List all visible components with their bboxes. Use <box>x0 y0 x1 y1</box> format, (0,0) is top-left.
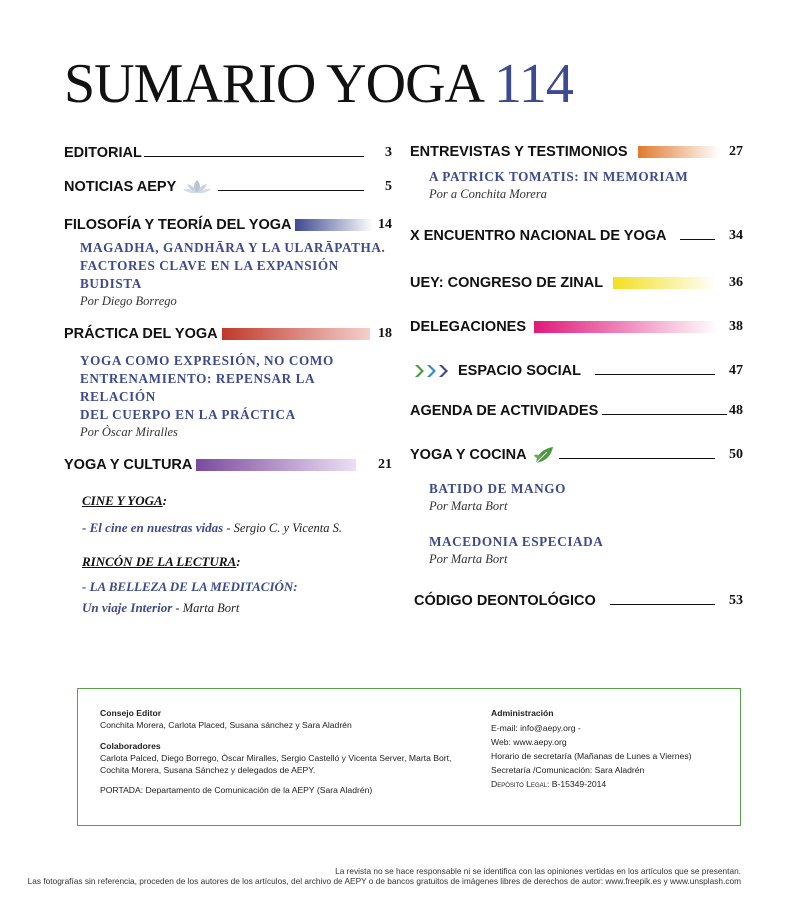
section-codigo[interactable] <box>410 590 743 612</box>
section-title: NOTICIAS AEPY <box>64 179 177 195</box>
article-author: Por Marta Bort <box>429 499 508 513</box>
section-delegaciones[interactable] <box>410 316 743 338</box>
color-bar <box>638 146 720 158</box>
leader-line <box>144 156 364 157</box>
page-number: 27 <box>729 144 743 159</box>
section-encuentro[interactable] <box>410 225 743 247</box>
leader-line <box>595 374 715 375</box>
article-title-line: BATIDO DE MANGO <box>429 481 566 496</box>
article-practica[interactable] <box>64 352 392 441</box>
section-cocina[interactable] <box>410 444 743 466</box>
leader-line <box>559 458 715 459</box>
footer-disclaimer: La revista no se hace responsable ni se identifica con las opiniones vertidas en los artículos que se presentan. <box>335 866 741 876</box>
color-bar <box>534 321 718 333</box>
page-number: 36 <box>729 275 743 290</box>
lotus-icon <box>182 179 212 195</box>
credits-left <box>100 707 470 796</box>
article-author: Por Marta Bort <box>429 552 508 566</box>
section-title: UEY: CONGRESO DE ZINAL <box>410 275 604 291</box>
credits-box <box>77 688 741 826</box>
colab-text: Carlota Palced, Diego Borrego, Òscar Miralles, Sergio Castelló y Vicenta Server, Marta Bort, <box>100 753 452 763</box>
horario-text: Horario de secretaría (Mañanas de Lunes a Viernes) <box>491 751 692 761</box>
web-text[interactable]: Web: www.aepy.org <box>491 737 567 747</box>
section-title: PRÁCTICA DEL YOGA <box>64 326 218 342</box>
colab-text: Cochita Morera, Susana Sánchez y delegados de AEPY. <box>100 765 316 775</box>
section-entrevistas[interactable] <box>410 141 743 163</box>
section-agenda[interactable] <box>410 400 743 422</box>
rincon-item-author: - Marta Bort <box>172 601 240 615</box>
email-text[interactable]: E-mail: info@aepy.org - <box>491 723 581 733</box>
page-number: 14 <box>378 217 392 232</box>
article-macedonia[interactable] <box>410 533 743 568</box>
article-entrevistas[interactable] <box>410 168 743 203</box>
page-number: 38 <box>729 319 743 334</box>
section-title: AGENDA DE ACTIVIDADES <box>410 403 599 419</box>
article-title-line: DEL CUERPO EN LA PRÁCTICA <box>80 407 296 422</box>
cine-heading: CINE Y YOGA: <box>82 493 168 508</box>
section-title: EDITORIAL <box>64 145 142 161</box>
article-title-line: MACEDONIA ESPECIADA <box>429 534 604 549</box>
rincon-item[interactable] <box>82 579 392 617</box>
consejo-heading: Consejo Editor <box>100 708 162 718</box>
article-filosofia[interactable] <box>64 239 392 310</box>
colab-heading: Colaboradores <box>100 741 161 751</box>
admin-heading: Administración <box>491 708 554 718</box>
color-bar <box>196 459 356 471</box>
section-title: YOGA Y CULTURA <box>64 457 193 473</box>
section-title: CÓDIGO DEONTOLÓGICO <box>414 593 596 609</box>
leader-line <box>610 604 715 605</box>
cine-item-author: - Sergio C. y Vicenta S. <box>223 521 342 535</box>
title-text: SUMARIO YOGA <box>64 53 484 115</box>
page-number: 48 <box>729 403 743 418</box>
section-editorial[interactable] <box>64 142 392 164</box>
section-title: DELEGACIONES <box>410 319 527 335</box>
page-number: 50 <box>729 447 743 462</box>
section-cultura[interactable] <box>64 454 392 476</box>
section-practica[interactable] <box>64 323 392 345</box>
section-title: X ENCUENTRO NACIONAL DE YOGA <box>410 228 667 244</box>
page-number: 34 <box>729 228 743 243</box>
leader-line <box>602 414 727 415</box>
article-title-line: FACTORES CLAVE EN LA EXPANSIÓN BUDISTA <box>80 258 339 291</box>
page-number: 5 <box>385 179 392 194</box>
article-title-line: A PATRICK TOMATIS: IN MEMORIAM <box>429 169 689 184</box>
deposito-text: Depósito Legal: B-15349-2014 <box>491 779 607 789</box>
rincon-item-subtitle: Un viaje Interior <box>82 600 173 615</box>
color-bar <box>613 277 717 289</box>
article-title-line: YOGA COMO EXPRESIÓN, NO COMO <box>80 353 334 368</box>
page-number: 47 <box>729 363 743 378</box>
right-column <box>410 138 743 612</box>
article-title-line: ENTRENAMIENTO: REPENSAR LA RELACIÓN <box>80 371 315 404</box>
issue-number: 114 <box>493 53 573 115</box>
footer-photo-credits: Las fotografías sin referencia, proceden de los autores de los artículos, del archivo de AEPY o de bancos gratuitos de imágenes libres de derechos de autor: www.freepik.es y www.unsplash.com <box>27 876 741 886</box>
leader-line <box>218 190 364 191</box>
left-column <box>64 138 392 617</box>
section-filosofia[interactable] <box>64 214 392 236</box>
consejo-text: Conchita Morera, Carlota Placed, Susana sánchez y Sara Aladrén <box>100 720 352 730</box>
secretaria-text: Secretaría /Comunicación: Sara Aladrén <box>491 765 645 775</box>
section-title: ESPACIO SOCIAL <box>458 363 581 379</box>
article-title-line: MAGADHA, GANDHĀRA Y LA ULARĀPATHA. <box>80 240 386 255</box>
leader-line <box>680 239 715 240</box>
color-bar <box>295 219 373 231</box>
section-title: YOGA Y COCINA <box>410 447 527 463</box>
page-title <box>64 52 573 116</box>
cine-item[interactable] <box>82 519 392 537</box>
page-number: 53 <box>729 593 743 608</box>
article-batido[interactable] <box>410 480 743 515</box>
chevrons-right-icon <box>414 364 454 378</box>
section-title: FILOSOFÍA Y TEORÍA DEL YOGA <box>64 217 292 233</box>
credits-right <box>491 707 731 790</box>
article-author: Por Òscar Miralles <box>80 425 178 439</box>
color-bar <box>222 328 370 340</box>
section-title: ENTREVISTAS Y TESTIMONIOS <box>410 144 628 160</box>
portada-text: PORTADA: Departamento de Comunicación de la AEPY (Sara Aladrén) <box>100 785 373 795</box>
section-espacio[interactable] <box>410 360 743 382</box>
article-author: Por Diego Borrego <box>80 294 177 308</box>
cultura-subsections <box>64 492 392 617</box>
rincon-heading: RINCÓN DE LA LECTURA: <box>82 554 241 569</box>
page-number: 18 <box>378 326 392 341</box>
leaf-icon <box>533 446 555 464</box>
page-number: 3 <box>385 145 392 160</box>
article-author: Por a Conchita Morera <box>429 187 547 201</box>
page-number: 21 <box>378 457 392 472</box>
section-uey[interactable] <box>410 272 743 294</box>
cine-item-title: - El cine en nuestras vidas <box>82 520 224 535</box>
rincon-item-title: - LA BELLEZA DE LA MEDITACIÓN: <box>82 579 298 594</box>
section-noticias[interactable] <box>64 176 392 198</box>
